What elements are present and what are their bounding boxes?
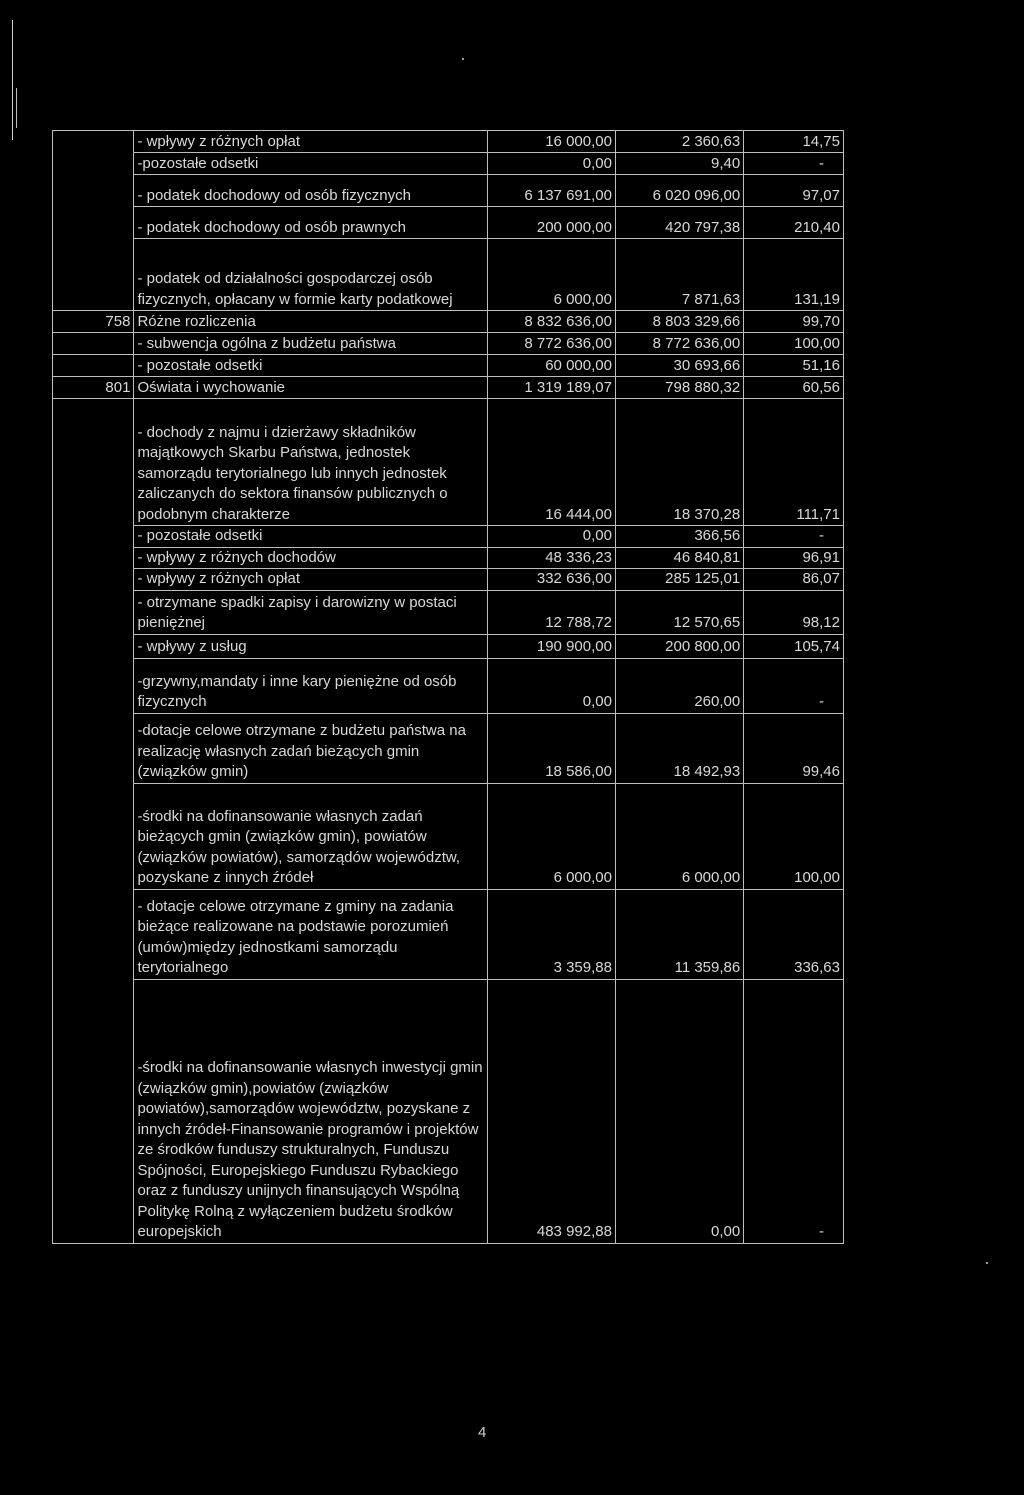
pct-cell bbox=[744, 526, 844, 548]
pct-cell: 100,00 bbox=[744, 333, 844, 355]
exec-cell: 8 772 636,00 bbox=[615, 333, 743, 355]
plan-cell: 0,00 bbox=[487, 526, 615, 548]
margin-rule-short bbox=[16, 88, 17, 128]
desc-cell: -środki na dofinansowanie własnych inwestycji gmin (związków gmin),powiatów (związków powiatów),samorządów województw, pozyskane z innych źródeł-Finansowanie programów i projektów ze środków funduszy strukturalnych, Funduszu Spójności, Europejskiego Funduszu Rybackiego oraz z funduszy unijnych finansujących Wspólną Politykę Rolną z wyłączeniem budżetu środków europejskich bbox=[134, 979, 487, 1243]
table-row bbox=[53, 377, 844, 399]
exec-cell: 285 125,01 bbox=[615, 569, 743, 591]
pct-cell: 51,16 bbox=[744, 355, 844, 377]
table-row bbox=[53, 399, 844, 526]
plan-cell: 8 832 636,00 bbox=[487, 311, 615, 333]
pct-cell: 14,75 bbox=[744, 131, 844, 153]
pct-cell: 98,12 bbox=[744, 590, 844, 634]
pct-cell: 131,19 bbox=[744, 239, 844, 311]
exec-cell: 0,00 bbox=[615, 979, 743, 1243]
plan-cell: 332 636,00 bbox=[487, 569, 615, 591]
exec-cell: 798 880,32 bbox=[615, 377, 743, 399]
desc-cell: - dochody z najmu i dzierżawy składników majątkowych Skarbu Państwa, jednostek samorządu terytorialnego lub innych jednostek zaliczanych do sektora finansów publicznych o podobnym charakterze bbox=[134, 399, 487, 526]
plan-cell: 16 000,00 bbox=[487, 131, 615, 153]
exec-cell: 18 492,93 bbox=[615, 713, 743, 783]
pct-cell bbox=[744, 658, 844, 713]
scan-speck bbox=[462, 58, 464, 60]
table-row bbox=[53, 207, 844, 239]
table-row bbox=[53, 547, 844, 569]
exec-cell: 18 370,28 bbox=[615, 399, 743, 526]
plan-cell: 60 000,00 bbox=[487, 355, 615, 377]
pct-cell: 97,07 bbox=[744, 175, 844, 207]
desc-cell: - podatek dochodowy od osób prawnych bbox=[134, 207, 487, 239]
pct-cell: 96,91 bbox=[744, 547, 844, 569]
pct-cell: 60,56 bbox=[744, 377, 844, 399]
dash: - bbox=[819, 154, 824, 172]
plan-cell: 0,00 bbox=[487, 658, 615, 713]
desc-cell: - podatek dochodowy od osób fizycznych bbox=[134, 175, 487, 207]
desc-cell: - subwencja ogólna z budżetu państwa bbox=[134, 333, 487, 355]
pct-cell: 86,07 bbox=[744, 569, 844, 591]
exec-cell: 8 803 329,66 bbox=[615, 311, 743, 333]
table-row bbox=[53, 713, 844, 783]
desc-cell: -dotacje celowe otrzymane z budżetu państwa na realizację własnych zadań bieżących gmin (związków gmin) bbox=[134, 713, 487, 783]
dash: - bbox=[819, 527, 824, 544]
dash: - bbox=[819, 1223, 824, 1240]
plan-cell: 16 444,00 bbox=[487, 399, 615, 526]
table-row bbox=[53, 590, 844, 634]
table-row bbox=[53, 153, 844, 175]
margin-rule bbox=[12, 20, 13, 140]
desc-cell: - pozostałe odsetki bbox=[134, 526, 487, 548]
desc-cell: - otrzymane spadki zapisy i darowizny w postaci pieniężnej bbox=[134, 590, 487, 634]
pct-cell: 210,40 bbox=[744, 207, 844, 239]
exec-cell: 46 840,81 bbox=[615, 547, 743, 569]
desc-cell: -środki na dofinansowanie własnych zadań bieżących gmin (związków gmin), powiatów (związków powiatów), samorządów województw, pozyskane z innych źródeł bbox=[134, 783, 487, 889]
exec-cell: 7 871,63 bbox=[615, 239, 743, 311]
table-row bbox=[53, 239, 844, 311]
table-row bbox=[53, 783, 844, 889]
desc-cell: - pozostałe odsetki bbox=[134, 355, 487, 377]
exec-cell: 9,40 bbox=[615, 153, 743, 175]
plan-cell: 483 992,88 bbox=[487, 979, 615, 1243]
table-row bbox=[53, 333, 844, 355]
dz-cell: 801 bbox=[53, 377, 134, 399]
plan-cell: 1 319 189,07 bbox=[487, 377, 615, 399]
desc-cell: Różne rozliczenia bbox=[134, 311, 487, 333]
table-row bbox=[53, 526, 844, 548]
plan-cell: 6 137 691,00 bbox=[487, 175, 615, 207]
desc-cell: - dotacje celowe otrzymane z gminy na zadania bieżące realizowane na podstawie porozumień (umów)między jednostkami samorządu terytorialnego bbox=[134, 889, 487, 979]
desc-cell: - wpływy z różnych dochodów bbox=[134, 547, 487, 569]
desc-cell: Oświata i wychowanie bbox=[134, 377, 487, 399]
page-number: 4 bbox=[478, 1424, 487, 1441]
dz-cell: 758 bbox=[53, 311, 134, 333]
plan-cell: 48 336,23 bbox=[487, 547, 615, 569]
desc-cell: -grzywny,mandaty i inne kary pieniężne od osób fizycznych bbox=[134, 658, 487, 713]
pct-cell: 105,74 bbox=[744, 634, 844, 658]
exec-cell: 30 693,66 bbox=[615, 355, 743, 377]
exec-cell: 11 359,86 bbox=[615, 889, 743, 979]
desc-cell: - podatek od działalności gospodarczej osób fizycznych, opłacany w formie karty podatkowej bbox=[134, 239, 487, 311]
pct-cell bbox=[744, 153, 844, 175]
plan-cell: 6 000,00 bbox=[487, 239, 615, 311]
pct-cell: 111,71 bbox=[744, 399, 844, 526]
plan-cell: 0,00 bbox=[487, 153, 615, 175]
table-row bbox=[53, 658, 844, 713]
plan-cell: 3 359,88 bbox=[487, 889, 615, 979]
exec-cell: 12 570,65 bbox=[615, 590, 743, 634]
pct-cell: 100,00 bbox=[744, 783, 844, 889]
desc-cell: - wpływy z usług bbox=[134, 634, 487, 658]
pct-cell: 99,70 bbox=[744, 311, 844, 333]
pct-cell: 99,46 bbox=[744, 713, 844, 783]
scan-speck bbox=[986, 1262, 988, 1264]
desc-cell: - wpływy z różnych opłat bbox=[134, 569, 487, 591]
budget-income-table bbox=[52, 130, 844, 1244]
table-row bbox=[53, 355, 844, 377]
exec-cell: 200 800,00 bbox=[615, 634, 743, 658]
exec-cell: 366,56 bbox=[615, 526, 743, 548]
exec-cell: 420 797,38 bbox=[615, 207, 743, 239]
table-row bbox=[53, 175, 844, 207]
plan-cell: 6 000,00 bbox=[487, 783, 615, 889]
table-row bbox=[53, 889, 844, 979]
dash: - bbox=[819, 693, 824, 710]
dz-cell bbox=[53, 355, 134, 377]
pct-cell bbox=[744, 979, 844, 1243]
desc-cell: -pozostałe odsetki bbox=[134, 153, 487, 175]
table-row bbox=[53, 131, 844, 153]
exec-cell: 6 000,00 bbox=[615, 783, 743, 889]
table-row bbox=[53, 979, 844, 1243]
table-row bbox=[53, 569, 844, 591]
dz-cell bbox=[53, 333, 134, 355]
exec-cell: 260,00 bbox=[615, 658, 743, 713]
table-row bbox=[53, 311, 844, 333]
plan-cell: 200 000,00 bbox=[487, 207, 615, 239]
pct-cell: 336,63 bbox=[744, 889, 844, 979]
table-row bbox=[53, 634, 844, 658]
plan-cell: 8 772 636,00 bbox=[487, 333, 615, 355]
plan-cell: 12 788,72 bbox=[487, 590, 615, 634]
desc-cell: - wpływy z różnych opłat bbox=[134, 131, 487, 153]
dz-cell bbox=[53, 131, 134, 311]
dz-cell bbox=[53, 399, 134, 1244]
plan-cell: 18 586,00 bbox=[487, 713, 615, 783]
plan-cell: 190 900,00 bbox=[487, 634, 615, 658]
exec-cell: 2 360,63 bbox=[615, 131, 743, 153]
exec-cell: 6 020 096,00 bbox=[615, 175, 743, 207]
